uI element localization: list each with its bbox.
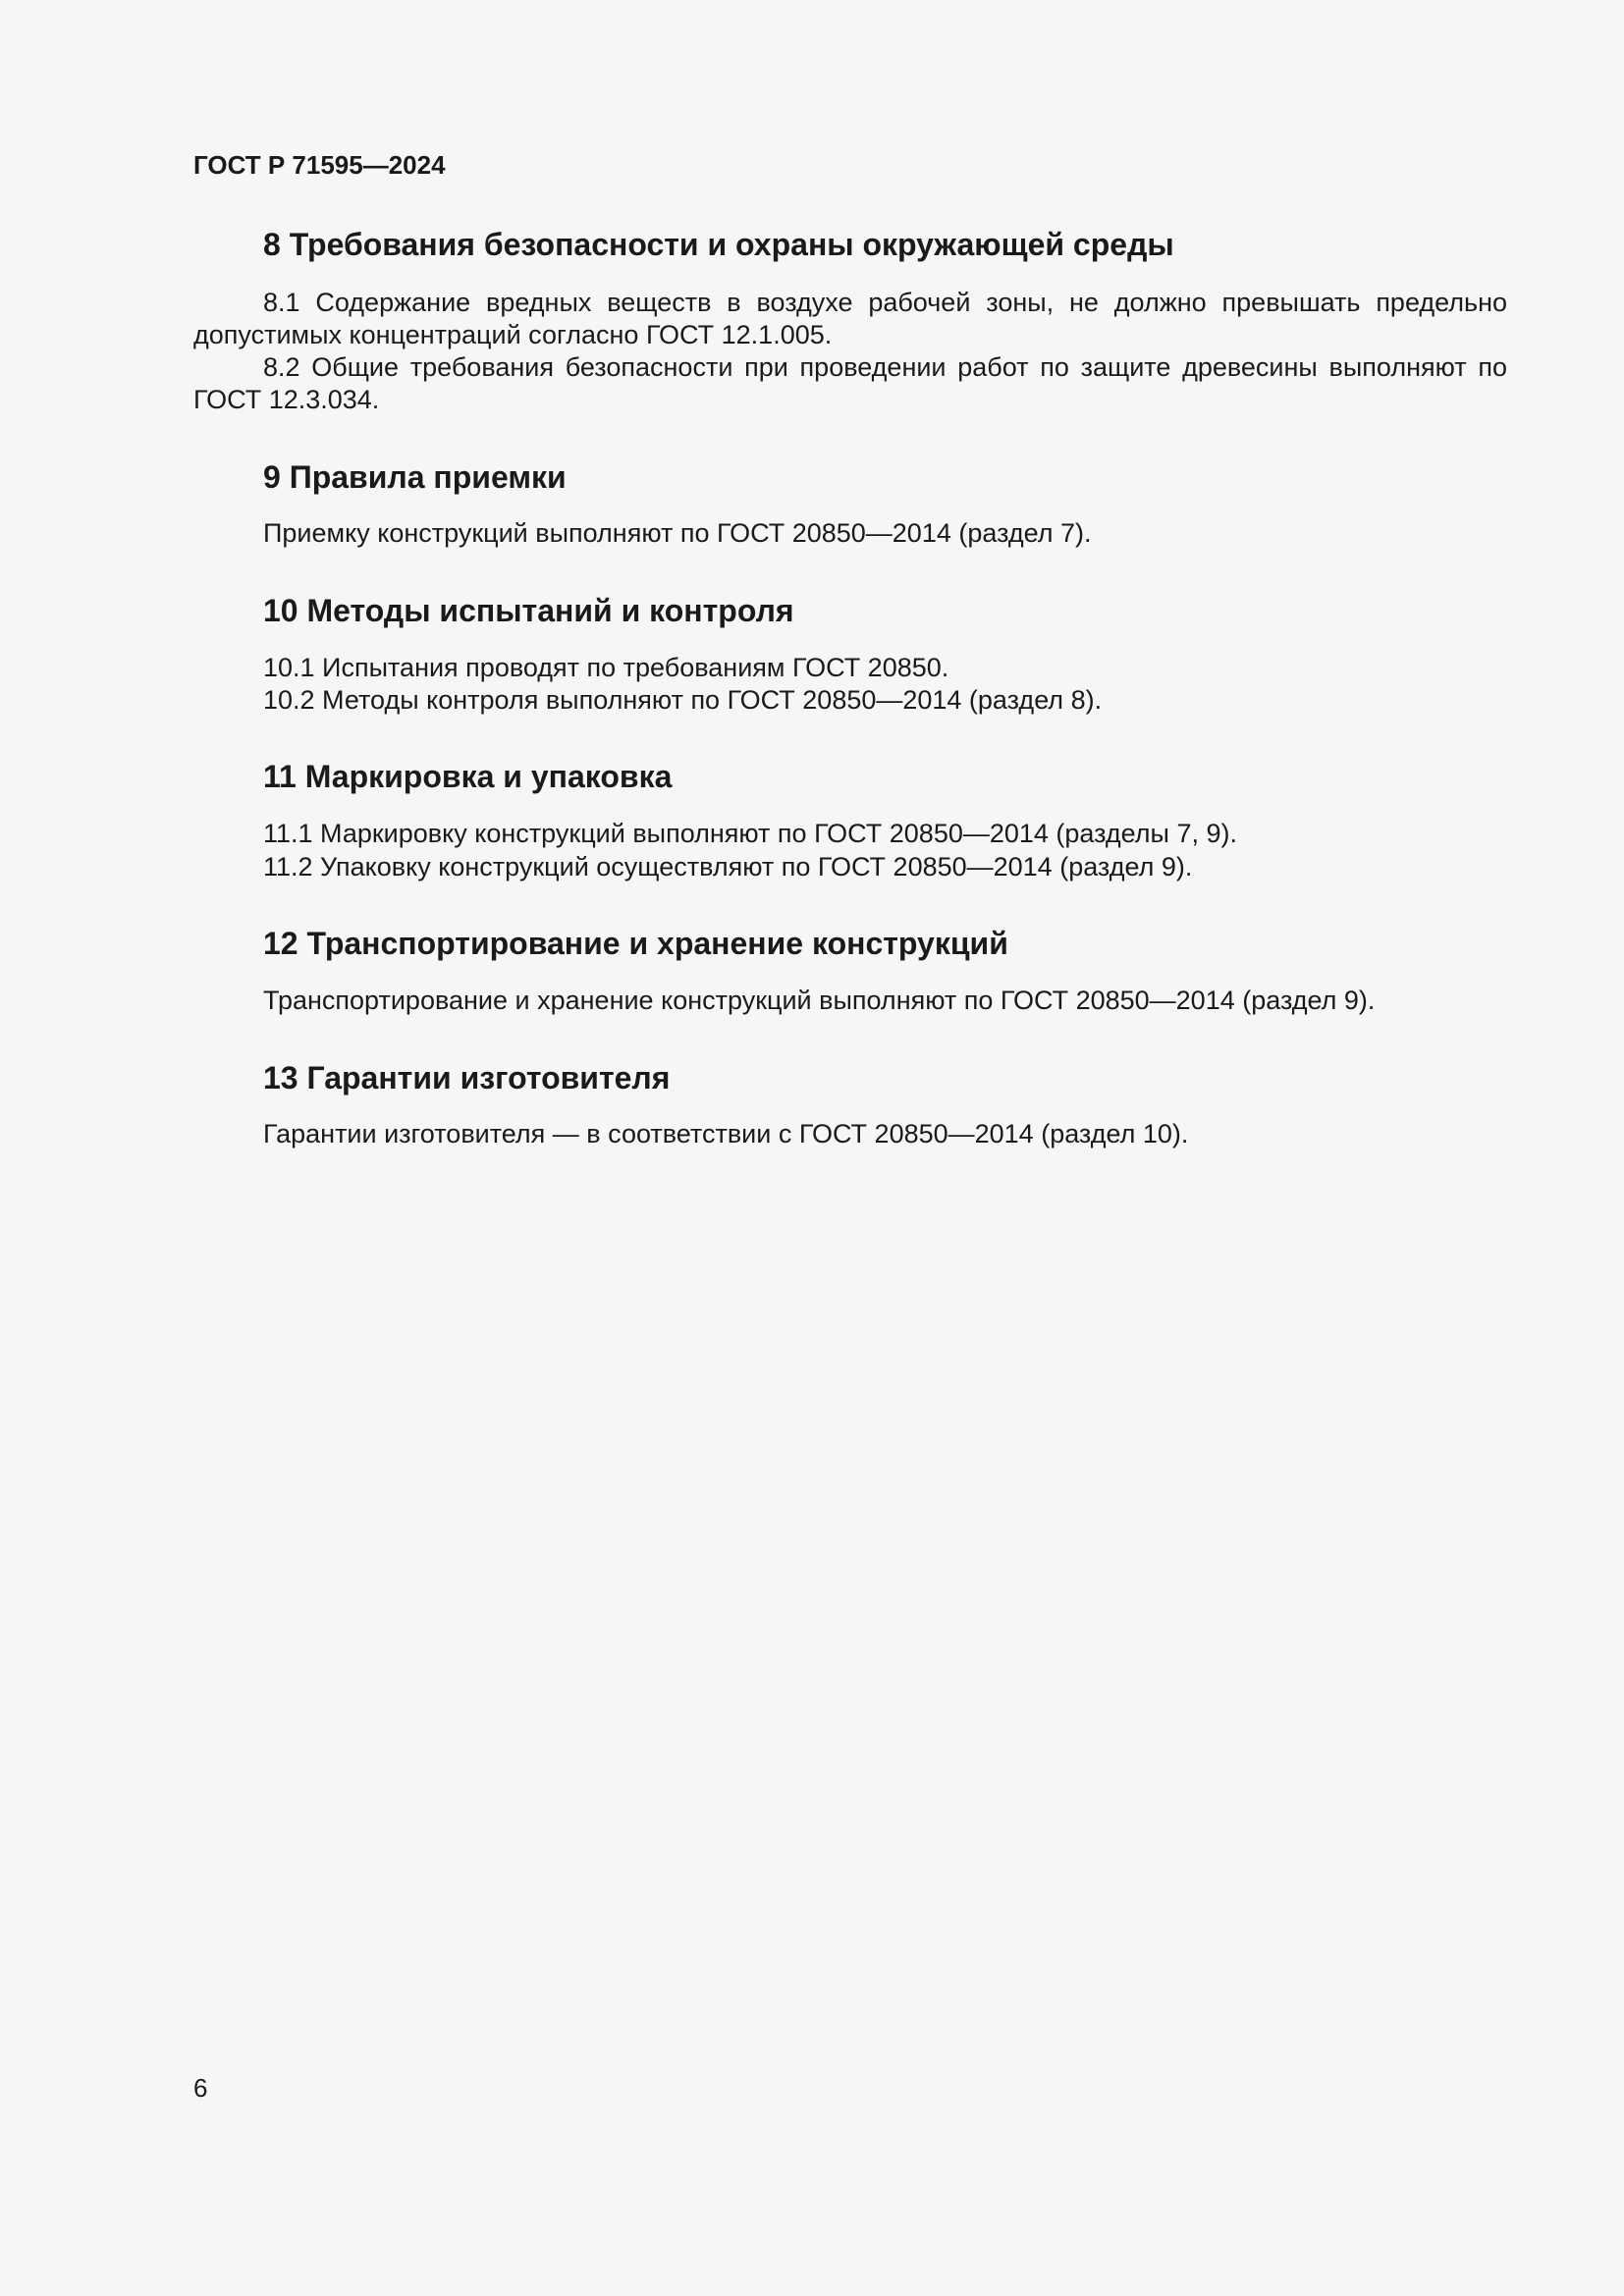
- document-code: ГОСТ Р 71595—2024: [193, 150, 446, 180]
- section-heading-9: 9 Правила приемки: [263, 459, 567, 495]
- paragraph-8-2: 8.2 Общие требования безопасности при проведении работ по защите древесины выполняют по ГОСТ 12.3.034.: [193, 352, 1507, 414]
- paragraph-9: Приемку конструкций выполняют по ГОСТ 20850—2014 (раздел 7).: [263, 518, 1092, 548]
- section-heading-12: 12 Транспортирование и хранение конструкций: [263, 926, 1008, 961]
- paragraph-11-2: 11.2 Упаковку конструкций осуществляют по ГОСТ 20850—2014 (раздел 9).: [263, 852, 1193, 881]
- paragraph-10-2: 10.2 Методы контроля выполняют по ГОСТ 20850—2014 (раздел 8).: [263, 685, 1103, 715]
- section-heading-8: 8 Требования безопасности и охраны окружающей среды: [263, 227, 1174, 262]
- paragraph-10-1: 10.1 Испытания проводят по требованиям ГОСТ 20850.: [263, 653, 949, 682]
- paragraph-13: Гарантии изготовителя — в соответствии с ГОСТ 20850—2014 (раздел 10).: [263, 1119, 1189, 1148]
- section-heading-13: 13 Гарантии изготовителя: [263, 1060, 671, 1095]
- paragraph-11-1: 11.1 Маркировку конструкций выполняют по ГОСТ 20850—2014 (разделы 7, 9).: [263, 819, 1237, 848]
- section-heading-11: 11 Маркировка и упаковка: [263, 759, 673, 794]
- paragraph-12: Транспортирование и хранение конструкций выполняют по ГОСТ 20850—2014 (раздел 9).: [263, 986, 1376, 1015]
- section-heading-10: 10 Методы испытаний и контроля: [263, 593, 794, 628]
- paragraph-8-1: 8.1 Содержание вредных веществ в воздухе рабочей зоны, не должно превышать предельно допустимых концентраций согласно ГОСТ 12.1.005.: [193, 288, 1507, 349]
- page-number: 6: [193, 2073, 208, 2103]
